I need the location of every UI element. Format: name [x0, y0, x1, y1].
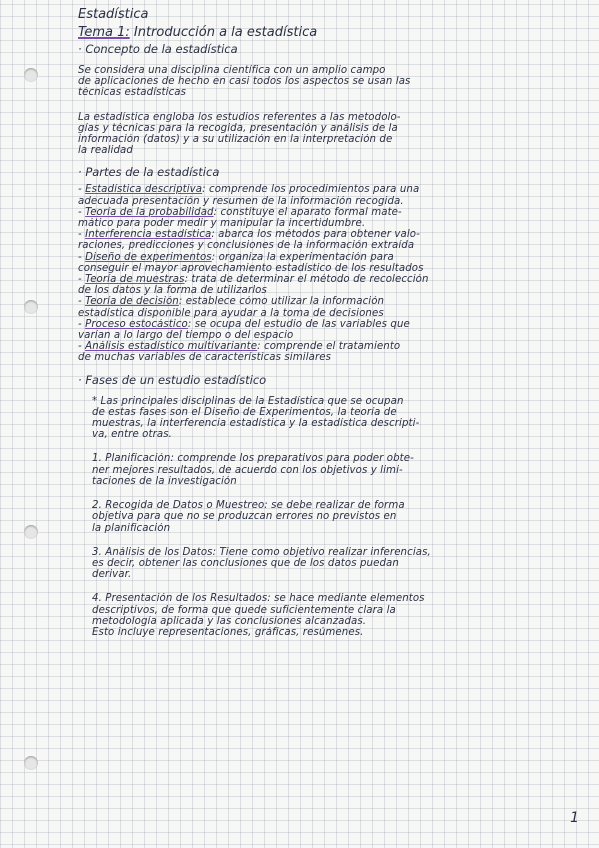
list-item: - Teoría de decisión: establece cómo utilizar la información estadística disponible para ayudar a la toma de decisiones: [78, 296, 385, 319]
list-item: - Interferencia estadística: abarca los métodos para obtener valo- raciones, predicciones y conclusiones de la información extraída: [78, 229, 420, 252]
list-item: 4. Presentación de los Resultados: se hace mediante elementos descriptivos, de forma que quede suficientemente clara la metodología aplicada y las conclusiones alcanzadas. Esto incluye representaciones, gráficas, resúmenes.: [92, 593, 425, 638]
paragraph: La estadística engloba los estudios referentes a las metodolo- gías y técnicas para la recogida, presentación y análisis de la información (datos) y a su utilización en la interpretación de la realidad: [78, 111, 401, 157]
punch-hole: [24, 525, 38, 539]
list-item: - Teoría de la probabilidad: constituye el aparato formal mate- mático para poder medir y manipular la incertidumbre.: [78, 206, 402, 230]
list-item: 2. Recogida de Datos o Muestreo: se debe realizar de forma objetiva para que no se produzcan errores no previstos en la planificación: [92, 500, 405, 534]
section-heading: · Fases de un estudio estadístico: [78, 372, 267, 387]
handwritten-notes: [78, 6, 586, 638]
list-item: 1. Planificación: comprende los preparativos para poder obte- ner mejores resultados, de acuerdo con los objetivos y limi- taciones de la investigación: [92, 453, 414, 487]
punch-hole: [24, 300, 38, 314]
list-item: - Teoría de muestras: trata de determinar el método de recolección de los datos y la forma de utilizarlos: [78, 274, 429, 297]
section-heading: · Partes de la estadística: [78, 165, 220, 180]
punch-hole: [24, 756, 38, 770]
list-item: - Diseño de experimentos: organiza la experimentación para conseguir el mayor aprovechamiento estadístico de los resultados: [78, 251, 424, 274]
paragraph: Se considera una disciplina científica con un amplio campo de aplicaciones de hecho en casi todos los aspectos se usan las técnicas estadísticas: [78, 65, 411, 99]
paragraph: * Las principales disciplinas de la Estadística que se ocupan de estas fases son el Diseño de Experimentos, la teoría de muestras, la interferencia estadística y la estadística descripti- va, entre otras.: [92, 395, 420, 441]
section-heading: · Concepto de la estadística: [78, 42, 238, 56]
list-item: - Proceso estocástico: se ocupa del estudio de las variables que varían a lo largo del tiempo o del espacio: [78, 318, 410, 342]
list-item: - Análisis estadístico multivariante: comprende el tratamiento de muchas variables de características similares: [78, 341, 401, 364]
list-item: 3. Análisis de los Datos: Tiene como objetivo realizar inferencias, es decir, obtener las conclusiones que de los datos puedan derivar.: [92, 546, 431, 581]
punch-hole: [24, 68, 38, 82]
page-number: 1: [570, 810, 579, 826]
page-title: Estadística: [78, 7, 149, 22]
list-item: - Estadística descriptiva: comprende los procedimientos para una adecuada presentación y resumen de la información recogida.: [78, 184, 420, 207]
topic-heading: Tema 1: Introducción a la estadística: [78, 25, 318, 40]
